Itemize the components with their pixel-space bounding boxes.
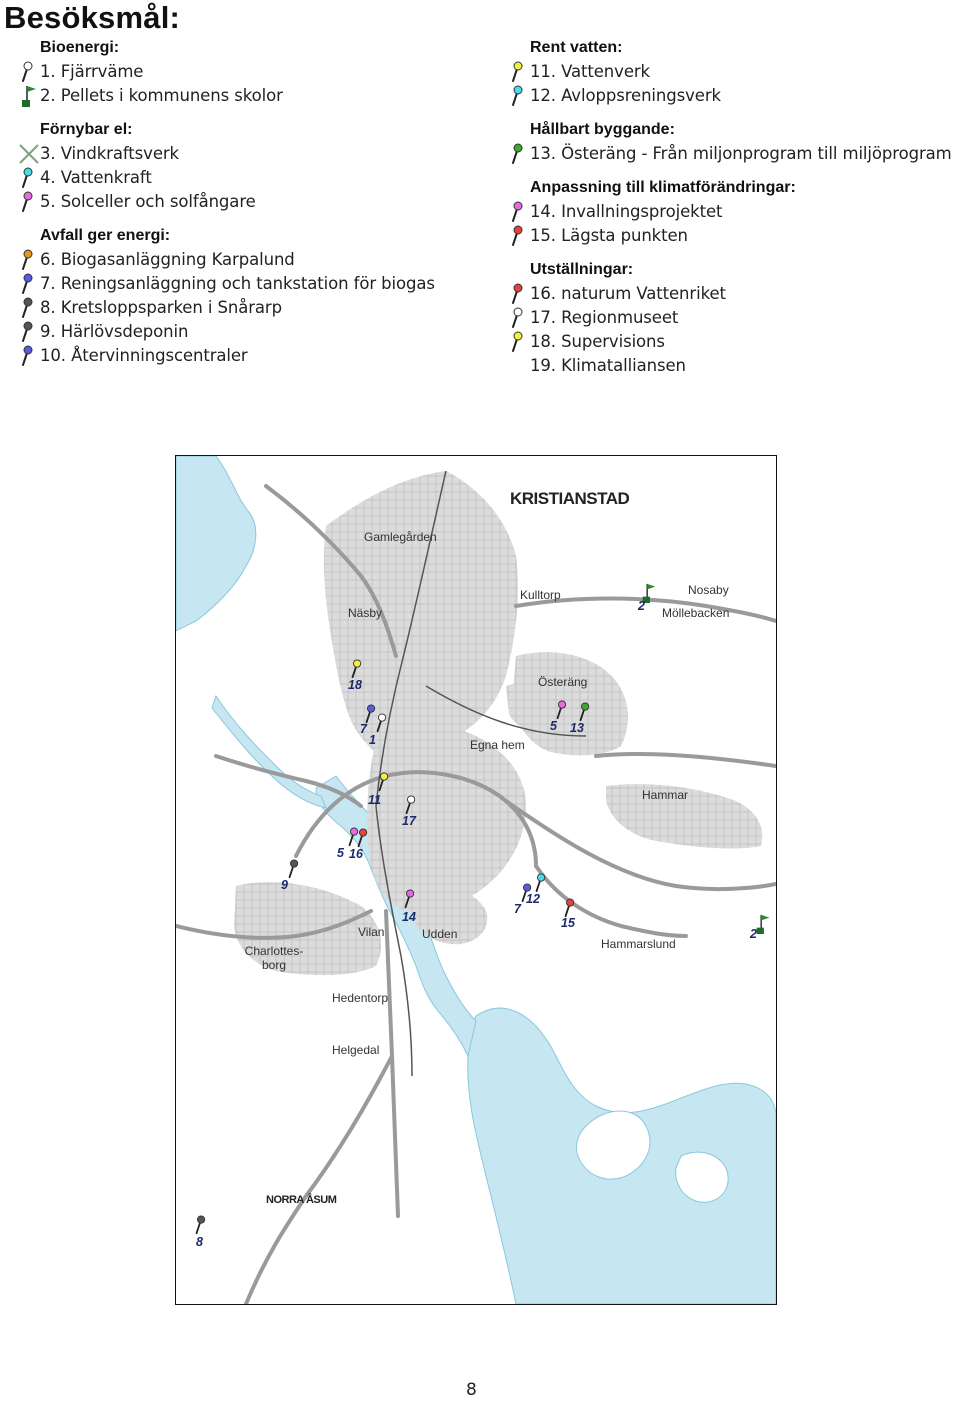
pin-marker-icon[interactable]	[192, 1214, 212, 1234]
legend-item-label: 17. Regionmuseet	[530, 308, 679, 327]
lake-northwest	[176, 456, 256, 631]
legend-group-title: Rent vatten:	[530, 39, 623, 56]
legend-group	[508, 118, 960, 166]
page-title: Besöksmål:	[4, 0, 181, 35]
pin-marker-icon[interactable]	[553, 699, 573, 719]
flag-marker-icon	[18, 84, 40, 108]
pin-marker-icon[interactable]	[561, 897, 581, 917]
legend-item	[508, 142, 960, 166]
place-charlottesborg: Charlottes- borg	[244, 944, 304, 972]
legend-item	[508, 224, 960, 248]
legend-item-label: 15. Lägsta punkten	[530, 226, 688, 245]
map-marker-number: 12	[526, 892, 540, 906]
map-marker-number: 16	[349, 847, 363, 861]
legend-item-label: 8. Kretsloppsparken i Snårarp	[40, 298, 282, 317]
map[interactable]	[175, 455, 777, 1305]
canal-west	[212, 696, 326, 808]
map-marker-number: 17	[402, 814, 416, 828]
urban-areas	[234, 471, 762, 975]
pin-marker-icon	[508, 330, 530, 354]
map-marker-number: 5	[337, 846, 344, 860]
legend-item	[18, 84, 488, 108]
legend-item-label: 3. Vindkraftsverk	[40, 144, 180, 163]
pin-marker-icon	[508, 306, 530, 330]
pin-marker-icon[interactable]	[518, 882, 538, 902]
legend-group	[18, 36, 488, 108]
pin-marker-icon	[508, 200, 530, 224]
empty-marker-slot	[508, 354, 530, 378]
urban-center	[367, 725, 526, 913]
legend-item	[18, 248, 488, 272]
place-norra-asum: NORRA ÅSUM	[266, 1194, 337, 1206]
pin-marker-icon	[18, 60, 40, 84]
legend-item-label: 11. Vattenverk	[530, 62, 651, 81]
map-marker-number: 8	[196, 1235, 203, 1249]
place-egna-hem: Egna hem	[470, 738, 525, 752]
place-hammar: Hammar	[642, 788, 689, 802]
map-marker-number: 11	[368, 793, 381, 807]
place-nosaby: Nosaby	[688, 583, 729, 597]
pin-marker-icon[interactable]	[402, 794, 422, 814]
legend-group	[508, 176, 960, 248]
map-marker-number: 2	[750, 927, 757, 941]
pin-marker-icon[interactable]	[401, 888, 421, 908]
place-vilan: Vilan	[358, 925, 385, 939]
legend-item	[18, 190, 488, 214]
pin-marker-icon[interactable]	[285, 858, 305, 878]
pin-marker-icon	[508, 84, 530, 108]
legend-item-label: 4. Vattenkraft	[40, 168, 152, 187]
legend-item-label: 6. Biogasanläggning Karpalund	[40, 250, 295, 269]
legend-item-label: 16. naturum Vattenriket	[530, 284, 726, 303]
legend-group-title: Hållbart byggande:	[530, 121, 675, 138]
map-marker-number: 7	[514, 902, 521, 916]
legend-left-column	[18, 36, 488, 378]
legend-item	[18, 296, 488, 320]
legend-item-label: 10. Återvinningscentraler	[40, 346, 248, 365]
pin-marker-icon[interactable]	[375, 771, 395, 791]
legend-item-label: 2. Pellets i kommunens skolor	[40, 86, 283, 105]
pin-marker-icon	[18, 166, 40, 190]
place-osterang: Österäng	[538, 675, 588, 689]
page-number: 8	[466, 1380, 477, 1400]
legend-item	[508, 200, 960, 224]
legend-group	[18, 224, 488, 368]
pin-marker-icon	[18, 248, 40, 272]
place-kristianstad: KRISTIANSTAD	[510, 489, 630, 508]
legend-item-label: 19. Klimatalliansen	[530, 356, 686, 375]
map-marker-number: 18	[348, 678, 362, 692]
legend-item-label: 14. Invallningsprojektet	[530, 202, 723, 221]
place-hammarslund: Hammarslund	[601, 937, 676, 951]
place-mollebacken: Möllebacken	[662, 606, 730, 620]
map-marker-number: 7	[360, 722, 367, 736]
pin-marker-icon	[508, 142, 530, 166]
legend-item-label: 12. Avloppsreningsverk	[530, 86, 721, 105]
legend-group	[508, 258, 960, 378]
legend-group-title: Förnybar el:	[40, 121, 133, 138]
cross-marker-icon	[18, 142, 40, 166]
pin-marker-icon	[18, 296, 40, 320]
pin-marker-icon	[18, 344, 40, 368]
legend-right-column	[508, 36, 960, 388]
map-marker-number: 14	[402, 910, 416, 924]
legend-item	[18, 166, 488, 190]
road-south-west	[246, 1056, 392, 1304]
legend-item	[18, 142, 488, 166]
legend-item	[18, 344, 488, 368]
pin-marker-icon	[508, 282, 530, 306]
legend-item	[508, 84, 960, 108]
pin-marker-icon[interactable]	[354, 827, 374, 847]
map-marker-number: 15	[561, 916, 575, 930]
map-marker-number: 13	[570, 721, 584, 735]
legend-item	[18, 60, 488, 84]
road-hammar	[596, 754, 776, 766]
legend-item-label: 13. Österäng - Från miljonprogram till miljöprogram	[530, 144, 952, 163]
legend-item	[508, 60, 960, 84]
place-helgedal: Helgedal	[332, 1043, 380, 1057]
pin-marker-icon[interactable]	[576, 701, 596, 721]
legend-item-label: 5. Solceller och solfångare	[40, 192, 256, 211]
legend-group-title: Avfall ger energi:	[40, 227, 171, 244]
legend-item	[18, 272, 488, 296]
pin-marker-icon	[18, 272, 40, 296]
map-marker-number: 5	[550, 719, 557, 733]
legend-group	[18, 118, 488, 214]
map-base	[176, 456, 776, 1304]
place-nasby: Näsby	[348, 606, 383, 620]
legend-item-label: 18. Supervisions	[530, 332, 665, 351]
road-east-loop	[536, 866, 686, 936]
legend-item	[508, 282, 960, 306]
pin-marker-icon	[18, 320, 40, 344]
place-gamlegarden: Gamlegården	[364, 530, 437, 544]
pin-marker-icon[interactable]	[373, 712, 393, 732]
legend-group-title: Anpassning till klimatförändringar:	[530, 179, 796, 196]
place-udden: Udden	[422, 927, 458, 941]
legend-item	[18, 320, 488, 344]
pin-marker-icon	[508, 224, 530, 248]
legend-group-title: Utställningar:	[530, 261, 634, 278]
legend-item-label: 1. Fjärrväme	[40, 62, 144, 81]
legend-item	[508, 354, 960, 378]
legend-item	[508, 306, 960, 330]
pin-marker-icon[interactable]	[348, 658, 368, 678]
pin-marker-icon	[18, 190, 40, 214]
legend-group	[508, 36, 960, 108]
legend-item	[508, 330, 960, 354]
legend-item-label: 9. Härlövsdeponin	[40, 322, 189, 341]
map-marker-number: 9	[281, 878, 288, 892]
place-hedentorp: Hedentorp	[332, 991, 389, 1005]
legend-item-label: 7. Reningsanläggning och tankstation för biogas	[40, 274, 435, 293]
pin-marker-icon	[508, 60, 530, 84]
map-marker-number: 2	[638, 599, 645, 613]
place-kulltorp: Kulltorp	[520, 588, 561, 602]
legend-group-title: Bioenergi:	[40, 39, 120, 56]
map-marker-number: 1	[369, 733, 376, 747]
